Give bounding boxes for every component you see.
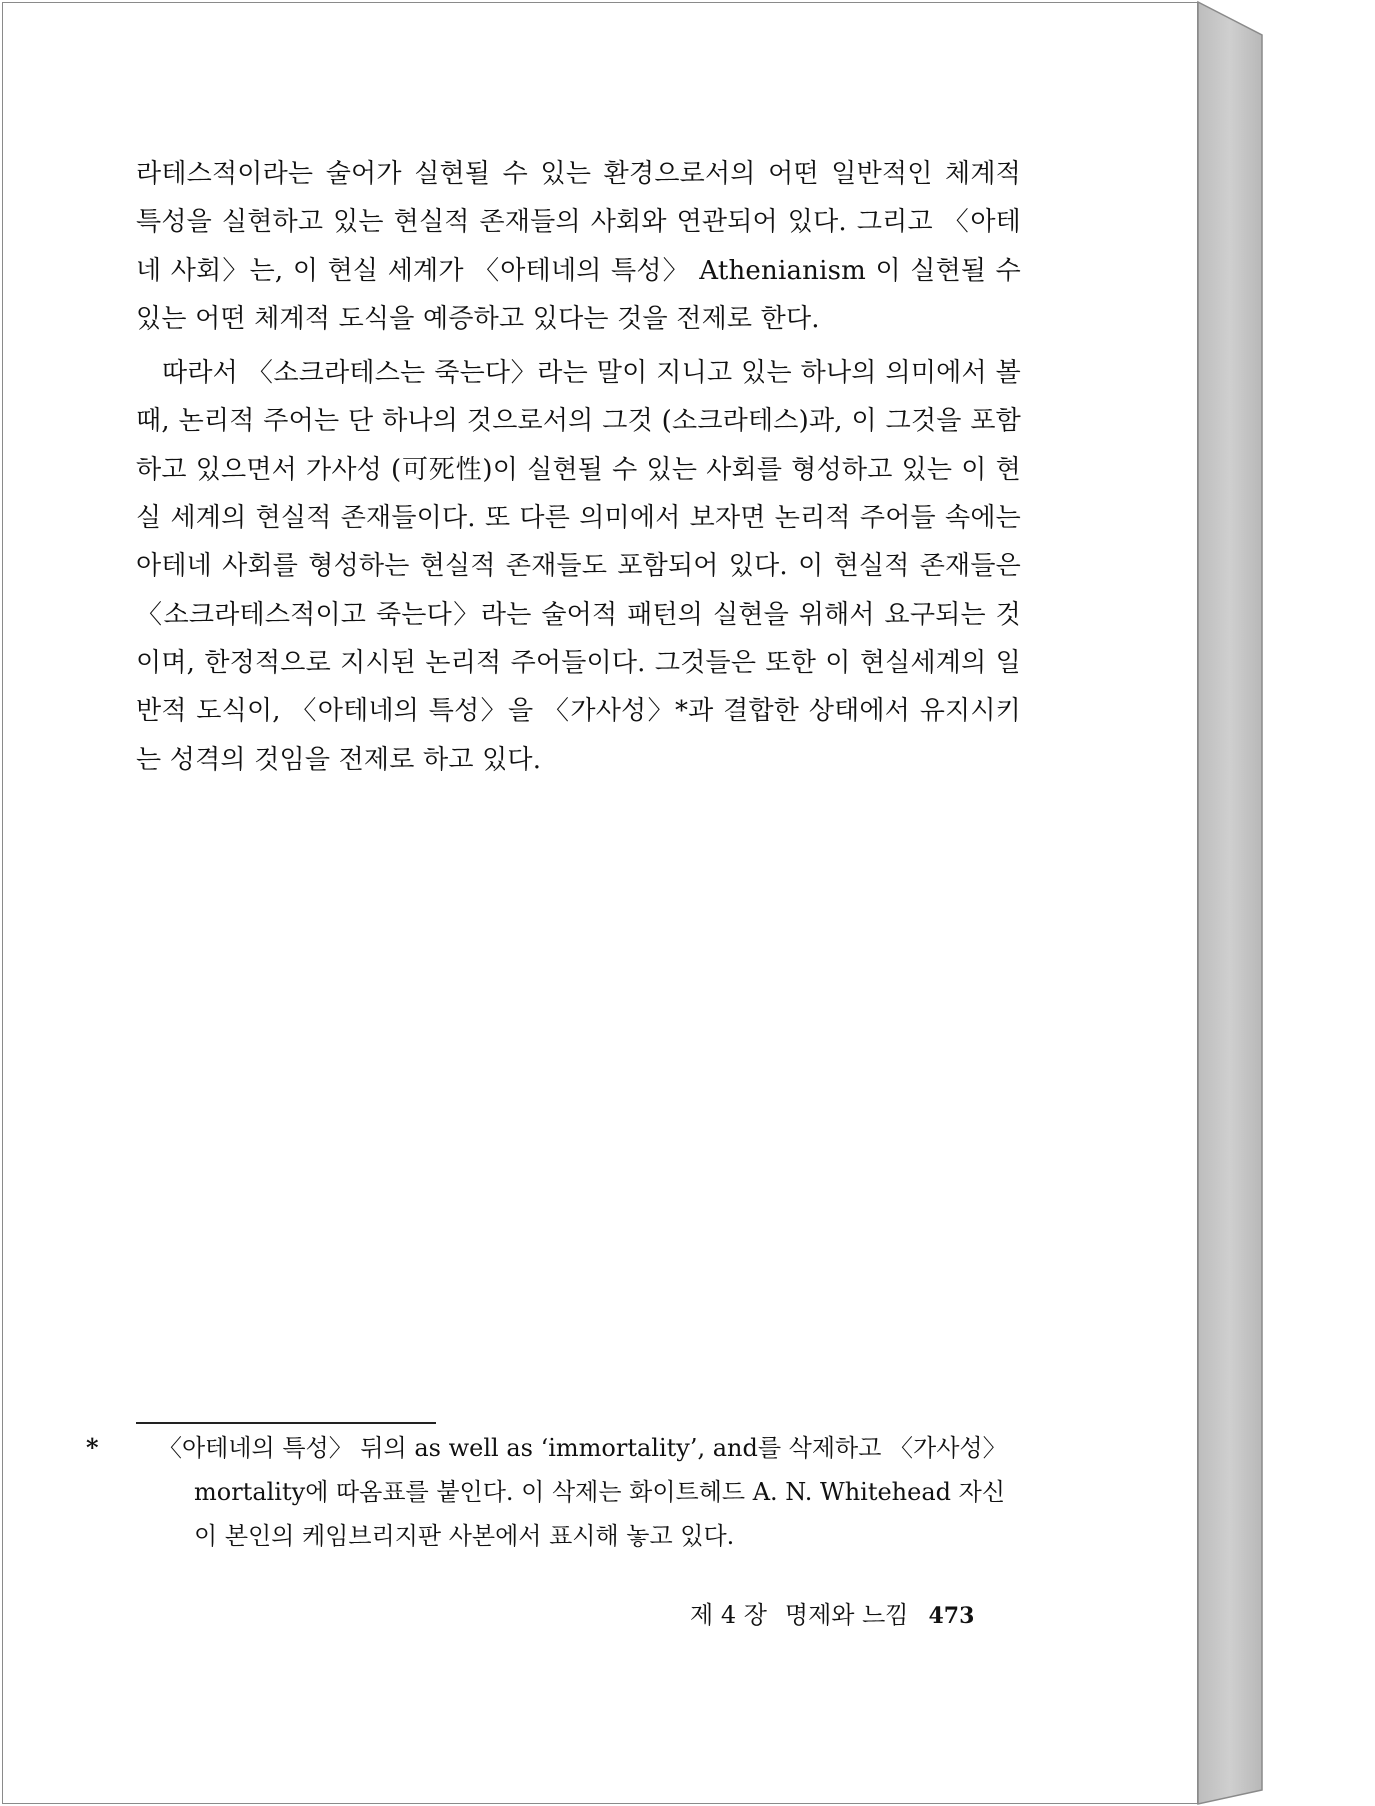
chapter-label: 제 4 장: [690, 1601, 767, 1629]
footnote: [86, 1426, 1028, 1558]
page-number: 473: [928, 1603, 975, 1629]
paragraph: 따라서 〈소크라테스는 죽는다〉라는 말이 지니고 있는 하나의 의미에서 볼 때, 논리적 주어는 단 하나의 것으로서의 그것 (소크라테스)과, 이 그것을 포함하고 있으면서 가사성 (可死性)이 실현될 수 있는 사회를 형성하고 있는 이 현실 세계의 현실적 존재들이다. 또 다른 의미에서 보자면 논리적 주어들 속에는 아테네 사회를 형성하는 현실적 존재들도 포함되어 있다. 이 현실적 존재들은 〈소크라테스적이고 죽는다〉라는 술어적 패턴의 실현을 위해서 요구되는 것이며, 한정적으로 지시된 논리적 주어들이다. 그것들은 또한 이 현실세계의 일반적 도식이, 〈아테네의 특성〉을 〈가사성〉*과 결합한 상태에서 유지시키는 성격의 것임을 전제로 하고 있다.: [136, 358, 1021, 775]
footnote-mark: *: [86, 1433, 99, 1462]
footnote-divider: [136, 1422, 436, 1424]
footnote-text: 〈아테네의 특성〉 뒤의 as well as ‘immortality’, and를 삭제하고 〈가사성〉 mortality에 따옴표를 붙인다. 이 삭제는 화이트헤드 A. N. Whitehead 자신이 본인의 케임브리지판 사본에서 표시해 놓고 있다.: [158, 1434, 1007, 1550]
chapter-title: 명제와 느낌: [784, 1601, 909, 1629]
paragraph: 라테스적이라는 술어가 실현될 수 있는 환경으로서의 어떤 일반적인 체계적 특성을 실현하고 있는 현실적 존재들의 사회와 연관되어 있다. 그리고 〈아테네 사회〉는, 이 현실 세계가 〈아테네의 특성〉 Athenianism 이 실현될 수 있는 어떤 체계적 도식을 예증하고 있다는 것을 전제로 한다.: [136, 159, 1021, 334]
body-text: [136, 150, 1021, 784]
running-footer: [690, 1600, 1020, 1631]
